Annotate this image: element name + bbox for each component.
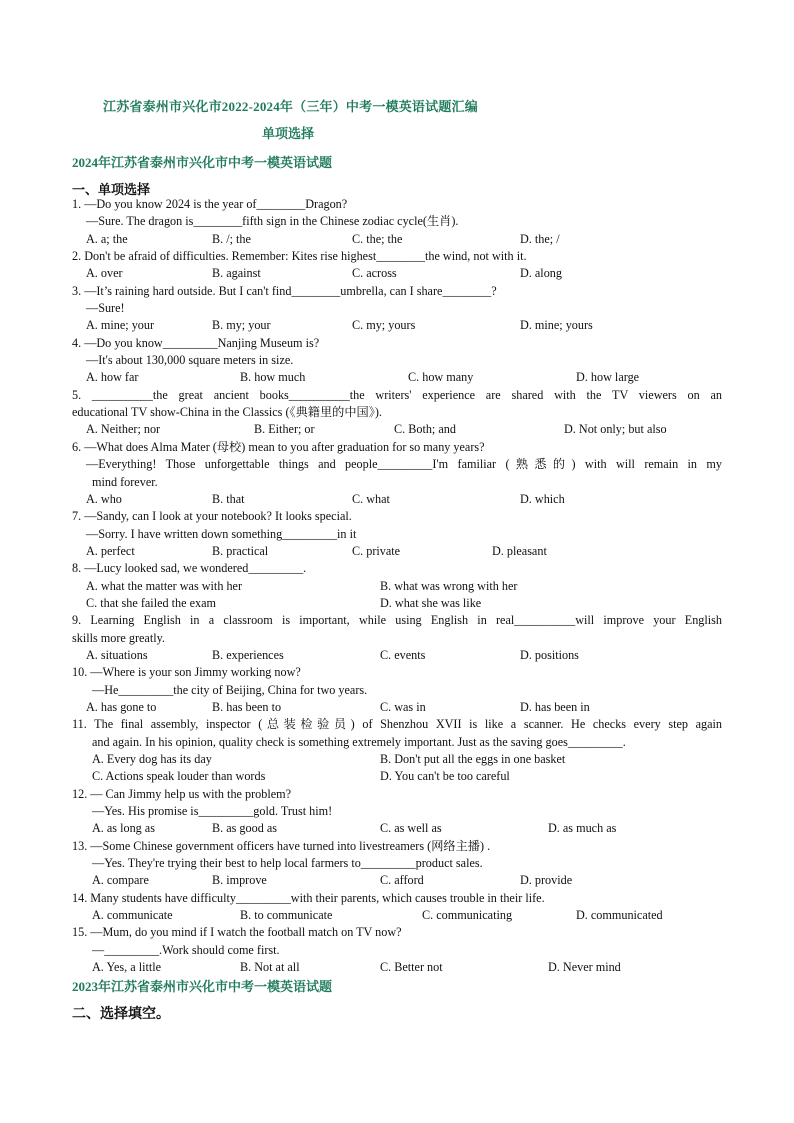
- question-5-line-2: educational TV show-China in the Classics (《典籍里的中国》).: [72, 405, 382, 420]
- question-3-line-2: —Sure!: [86, 301, 125, 316]
- question-10-line-2: —He_________the city of Beijing, China for two years.: [92, 682, 368, 697]
- question-list: [72, 196, 722, 976]
- part-heading-1: 一、单项选择: [72, 182, 151, 197]
- question-2-option-c: C. across: [352, 266, 397, 281]
- document-title: 江苏省泰州市兴化市2022-2024年（三年）中考一模英语试题汇编: [103, 99, 478, 114]
- question-12-option-b: B. as good as: [212, 821, 277, 836]
- question-6-line-2: —Everything! Those unforgettable things and people_________I'm familiar (熟悉的) with will remain in my: [86, 457, 722, 472]
- question-13-options: [72, 872, 722, 889]
- question-13-option-c: C. afford: [380, 873, 424, 888]
- question-6-options: [72, 491, 722, 508]
- question-5-option-b: B. Either; or: [254, 422, 315, 437]
- question-15-option-c: C. Better not: [380, 960, 443, 975]
- question-9-line-2: skills more greatly.: [72, 630, 165, 645]
- question-13-line-1: 13. —Some Chinese government officers have turned into livestreamers (网络主播) .: [72, 838, 491, 853]
- question-12-option-c: C. as well as: [380, 821, 442, 836]
- question-10-line-1: 10. —Where is your son Jimmy working now?: [72, 665, 301, 680]
- question-8-option-a: A. what the matter was with her: [86, 578, 243, 593]
- section-heading-2023: 2023年江苏省泰州市兴化市中考一模英语试题: [72, 979, 333, 994]
- question-10-option-b: B. has been to: [212, 699, 282, 714]
- question-8-option-d: D. what she was like: [380, 595, 482, 610]
- question-5-option-d: D. Not only; but also: [564, 422, 667, 437]
- question-15-option-d: D. Never mind: [548, 960, 621, 975]
- question-7-options: [72, 543, 722, 560]
- question-13-option-b: B. improve: [212, 873, 267, 888]
- question-15-option-a: A. Yes, a little: [92, 960, 162, 975]
- question-1-option-d: D. the; /: [520, 231, 560, 246]
- question-3-option-a: A. mine; your: [86, 318, 155, 333]
- question-1-option-b: B. /; the: [212, 231, 251, 246]
- question-14-option-c: C. communicating: [422, 908, 513, 923]
- question-11-option-a: A. Every dog has its day: [92, 752, 212, 766]
- question-8-options: [72, 578, 722, 595]
- question-14-option-d: D. communicated: [576, 908, 663, 923]
- question-4-options: [72, 369, 722, 386]
- question-2-line-1: 2. Don't be afraid of difficulties. Remember: Kites rise highest________the wind, not with it.: [72, 249, 527, 264]
- question-14-option-a: A. communicate: [92, 908, 173, 923]
- question-2-option-d: D. along: [520, 266, 562, 281]
- question-3-option-c: C. my; yours: [352, 318, 416, 333]
- question-12-option-a: A. as long as: [92, 821, 155, 836]
- question-8-line-1: 8. —Lucy looked sad, we wondered_________.: [72, 561, 307, 576]
- question-7-line-1: 7. —Sandy, can I look at your notebook? It looks special.: [72, 509, 352, 524]
- question-13-line-2: —Yes. They're trying their best to help local farmers to_________product sales.: [92, 856, 483, 871]
- question-11-option-d: D. You can't be too careful: [380, 769, 510, 784]
- question-14-line-1: 14. Many students have difficulty_________with their parents, which causes trouble in their life.: [72, 890, 545, 905]
- question-2-option-b: B. against: [212, 266, 261, 281]
- question-4-option-c: C. how many: [408, 370, 474, 385]
- question-7-line-2: —Sorry. I have written down something_________in it: [86, 526, 357, 541]
- question-14-option-b: B. to communicate: [240, 908, 333, 923]
- question-11-options: [72, 751, 722, 768]
- question-4-line-1: 4. —Do you know_________Nanjing Museum is?: [72, 335, 320, 350]
- question-3-option-d: D. mine; yours: [520, 318, 593, 333]
- question-11-line-2: and again. In his opinion, quality check is something extremely important. Just as the saving goes_________.: [92, 734, 626, 749]
- question-9-options: [72, 647, 722, 664]
- question-6-option-a: A. who: [86, 491, 122, 506]
- question-6-line-1: 6. —What does Alma Mater (母校) mean to you after graduation for so many years?: [72, 439, 485, 454]
- question-11-options: [72, 768, 722, 785]
- question-1-option-c: C. the; the: [352, 231, 403, 246]
- question-1-line-2: —Sure. The dragon is________fifth sign in the Chinese zodiac cycle(生肖).: [86, 214, 459, 229]
- question-12-line-1: 12. — Can Jimmy help us with the problem?: [72, 786, 292, 801]
- question-11-option-b: B. Don't put all the eggs in one basket: [380, 752, 566, 766]
- part-heading-2: 二、选择填空。: [72, 1007, 170, 1022]
- question-15-line-2: —_________.Work should come first.: [92, 942, 280, 957]
- question-15-options: [72, 959, 722, 976]
- question-2-option-a: A. over: [86, 266, 123, 281]
- question-9-option-b: B. experiences: [212, 647, 284, 662]
- question-5-line-1: 5. __________the great ancient books__________the writers' experience are shared with the TV viewers on an: [72, 387, 722, 402]
- question-11-line-1: 11. The final assembly, inspector (总装检验员) of Shenzhou XVII is like a scanner. He checks every step again: [72, 717, 722, 732]
- question-13-option-a: A. compare: [92, 873, 149, 888]
- question-2-options: [72, 265, 722, 282]
- question-8-options: [72, 595, 722, 612]
- question-4-line-2: —It's about 130,000 square meters in size.: [86, 353, 294, 368]
- question-9-option-d: D. positions: [520, 647, 579, 662]
- question-13-option-d: D. provide: [520, 873, 573, 888]
- question-12-line-2: —Yes. His promise is_________gold. Trust him!: [92, 804, 333, 819]
- question-6-option-b: B. that: [212, 491, 245, 506]
- question-8-option-b: B. what was wrong with her: [380, 578, 518, 593]
- question-4-option-a: A. how far: [86, 370, 139, 385]
- question-3-line-1: 3. —It’s raining hard outside. But I can't find________umbrella, can I share________?: [72, 283, 497, 298]
- question-3-options: [72, 317, 722, 334]
- question-15-line-1: 15. —Mum, do you mind if I watch the football match on TV now?: [72, 925, 402, 940]
- question-5-options: [72, 421, 722, 438]
- question-11-option-c: C. Actions speak louder than words: [92, 769, 266, 784]
- question-12-option-d: D. as much as: [548, 821, 617, 836]
- question-6-option-d: D. which: [520, 491, 565, 506]
- question-6-line-3: mind forever.: [92, 474, 158, 489]
- question-6-option-c: C. what: [352, 491, 390, 506]
- question-14-options: [72, 907, 722, 924]
- question-1-option-a: A. a; the: [86, 231, 128, 246]
- question-15-option-b: B. Not at all: [240, 960, 300, 975]
- question-10-option-a: A. has gone to: [86, 699, 157, 714]
- question-7-option-b: B. practical: [212, 543, 269, 558]
- question-4-option-b: B. how much: [240, 370, 306, 385]
- question-4-option-d: D. how large: [576, 370, 640, 385]
- question-8-option-c: C. that she failed the exam: [86, 595, 216, 610]
- question-7-option-d: D. pleasant: [492, 543, 547, 558]
- question-1-options: [72, 231, 722, 248]
- question-9-line-1: 9. Learning English in a classroom is important, while using English in real__________will improve your English: [72, 613, 722, 628]
- question-10-option-c: C. was in: [380, 699, 426, 714]
- question-9-option-c: C. events: [380, 647, 426, 662]
- question-1-line-1: 1. —Do you know 2024 is the year of________Dragon?: [72, 197, 348, 211]
- question-5-option-a: A. Neither; nor: [86, 422, 161, 437]
- question-10-options: [72, 699, 722, 716]
- question-9-option-a: A. situations: [86, 647, 148, 662]
- question-10-option-d: D. has been in: [520, 699, 590, 714]
- question-5-option-c: C. Both; and: [394, 422, 456, 437]
- question-12-options: [72, 820, 722, 837]
- question-3-option-b: B. my; your: [212, 318, 271, 333]
- section-heading-2024: 2024年江苏省泰州市兴化市中考一模英语试题: [72, 155, 333, 170]
- question-7-option-c: C. private: [352, 543, 401, 558]
- question-7-option-a: A. perfect: [86, 543, 135, 558]
- document-subtitle: 单项选择: [262, 126, 315, 141]
